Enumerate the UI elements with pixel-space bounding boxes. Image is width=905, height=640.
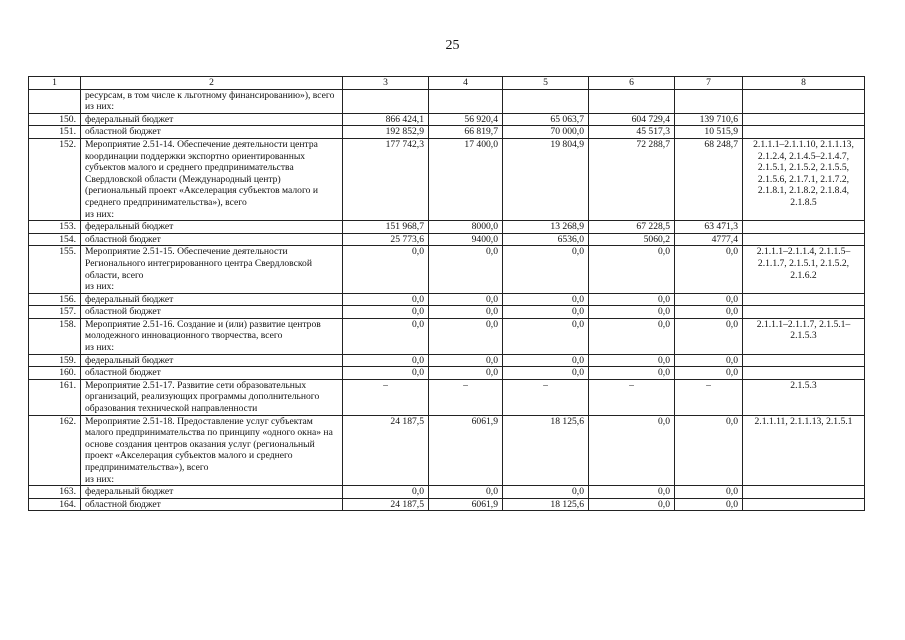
row-number-cell: 151. xyxy=(29,126,81,139)
value-col5-cell: 18 125,6 xyxy=(503,415,589,486)
value-col4-cell: 66 819,7 xyxy=(429,126,503,139)
value-col3-cell: 24 187,5 xyxy=(343,498,429,511)
target-codes-cell xyxy=(743,354,865,367)
value-col3-cell: 151 968,7 xyxy=(343,221,429,234)
value-col5-cell: 0,0 xyxy=(503,246,589,293)
value-col3-cell: 0,0 xyxy=(343,318,429,354)
value-col4-cell: 0,0 xyxy=(429,246,503,293)
value-col4-cell xyxy=(429,89,503,113)
column-header: 6 xyxy=(589,77,675,90)
page-number: 25 xyxy=(445,38,460,53)
column-header: 1 xyxy=(29,77,81,90)
target-codes-cell xyxy=(743,498,865,511)
row-number-cell: 154. xyxy=(29,233,81,246)
value-col4-cell: 0,0 xyxy=(429,486,503,499)
value-col6-cell: 0,0 xyxy=(589,486,675,499)
value-col4-cell: 0,0 xyxy=(429,306,503,319)
value-col6-cell: 0,0 xyxy=(589,246,675,293)
value-col3-cell xyxy=(343,89,429,113)
value-col6-cell: 5060,2 xyxy=(589,233,675,246)
value-col7-cell: 0,0 xyxy=(675,498,743,511)
row-number-cell: 150. xyxy=(29,113,81,126)
value-col7-cell: 63 471,3 xyxy=(675,221,743,234)
value-col3-cell: 192 852,9 xyxy=(343,126,429,139)
value-col7-cell: 10 515,9 xyxy=(675,126,743,139)
value-col5-cell: 0,0 xyxy=(503,367,589,380)
value-col5-cell: 6536,0 xyxy=(503,233,589,246)
table-row xyxy=(29,354,865,367)
value-col3-cell: 25 773,6 xyxy=(343,233,429,246)
budget-table xyxy=(28,76,865,511)
target-codes-cell: 2.1.1.1–2.1.1.4, 2.1.1.5–2.1.1.7, 2.1.5.1, 2.1.5.2, 2.1.6.2 xyxy=(743,246,865,293)
value-col7-cell: 0,0 xyxy=(675,354,743,367)
item-name-cell: областной бюджет xyxy=(81,233,343,246)
value-col3-cell: 0,0 xyxy=(343,486,429,499)
value-col6-cell: 72 288,7 xyxy=(589,138,675,220)
value-col6-cell: 0,0 xyxy=(589,318,675,354)
value-col7-cell: 0,0 xyxy=(675,293,743,306)
item-name-cell: ресурсам, в том числе к льготному финансированию»), всего из них: xyxy=(81,89,343,113)
column-header: 4 xyxy=(429,77,503,90)
column-header: 2 xyxy=(81,77,343,90)
value-col5-cell: 13 268,9 xyxy=(503,221,589,234)
table-row xyxy=(29,126,865,139)
item-name-cell: Мероприятие 2.51-16. Создание и (или) развитие центров молодежного инновационного творчества, всего из них: xyxy=(81,318,343,354)
target-codes-cell xyxy=(743,113,865,126)
value-col3-cell: 866 424,1 xyxy=(343,113,429,126)
table-row xyxy=(29,318,865,354)
value-col7-cell: 0,0 xyxy=(675,415,743,486)
value-col7-cell: 0,0 xyxy=(675,318,743,354)
item-name-cell: федеральный бюджет xyxy=(81,293,343,306)
value-col6-cell: 0,0 xyxy=(589,415,675,486)
item-name-cell: областной бюджет xyxy=(81,306,343,319)
row-number-cell: 160. xyxy=(29,367,81,380)
value-col5-cell: 19 804,9 xyxy=(503,138,589,220)
value-col5-cell: 18 125,6 xyxy=(503,498,589,511)
value-col5-cell: 0,0 xyxy=(503,318,589,354)
target-codes-cell xyxy=(743,233,865,246)
value-col6-cell: 0,0 xyxy=(589,354,675,367)
value-col3-cell: 24 187,5 xyxy=(343,415,429,486)
value-col6-cell: 0,0 xyxy=(589,498,675,511)
value-col7-cell: 0,0 xyxy=(675,246,743,293)
table-row xyxy=(29,379,865,415)
value-col4-cell: 17 400,0 xyxy=(429,138,503,220)
row-number-cell: 156. xyxy=(29,293,81,306)
table-row xyxy=(29,293,865,306)
column-number-row xyxy=(29,77,865,90)
target-codes-cell xyxy=(743,367,865,380)
value-col4-cell: 0,0 xyxy=(429,293,503,306)
value-col5-cell: 0,0 xyxy=(503,486,589,499)
row-number-cell: 157. xyxy=(29,306,81,319)
item-name-cell: федеральный бюджет xyxy=(81,221,343,234)
value-col6-cell: 0,0 xyxy=(589,293,675,306)
item-name-cell: Мероприятие 2.51-14. Обеспечение деятельности центра координации поддержки экспортно ориентированных субъектов малого и среднего предпринимательства Свердловской области (Международный центр) (региональный проект «Акселерация субъектов малого и среднего предпринимательства»), всего из них: xyxy=(81,138,343,220)
target-codes-cell xyxy=(743,486,865,499)
table-row xyxy=(29,486,865,499)
value-col6-cell: 45 517,3 xyxy=(589,126,675,139)
value-col6-cell: 67 228,5 xyxy=(589,221,675,234)
target-codes-cell xyxy=(743,293,865,306)
item-name-cell: областной бюджет xyxy=(81,498,343,511)
table-row xyxy=(29,233,865,246)
value-col5-cell: 70 000,0 xyxy=(503,126,589,139)
table-row xyxy=(29,367,865,380)
value-col7-cell: 0,0 xyxy=(675,367,743,380)
row-number-cell: 164. xyxy=(29,498,81,511)
table-row xyxy=(29,221,865,234)
value-col4-cell: 6061,9 xyxy=(429,415,503,486)
value-col3-cell: 0,0 xyxy=(343,246,429,293)
target-codes-cell: 2.1.1.1–2.1.1.10, 2.1.1.13, 2.1.2.4, 2.1.4.5–2.1.4.7, 2.1.5.1, 2.1.5.2, 2.1.5.5, 2.1.5.6, 2.1.7.1, 2.1.7.2, 2.1.8.1, 2.1.8.2, 2.1.8.4, 2.1.8.5 xyxy=(743,138,865,220)
value-col3-cell: 0,0 xyxy=(343,293,429,306)
value-col3-cell: 177 742,3 xyxy=(343,138,429,220)
value-col4-cell: 8000,0 xyxy=(429,221,503,234)
row-number-cell: 153. xyxy=(29,221,81,234)
value-col7-cell: 68 248,7 xyxy=(675,138,743,220)
table-row xyxy=(29,89,865,113)
row-number-cell: 162. xyxy=(29,415,81,486)
target-codes-cell: 2.1.1.11, 2.1.1.13, 2.1.5.1 xyxy=(743,415,865,486)
value-col5-cell: 0,0 xyxy=(503,293,589,306)
table-row xyxy=(29,246,865,293)
row-number-cell: 158. xyxy=(29,318,81,354)
target-codes-cell xyxy=(743,221,865,234)
row-number-cell xyxy=(29,89,81,113)
value-col6-cell: – xyxy=(589,379,675,415)
value-col3-cell: 0,0 xyxy=(343,306,429,319)
target-codes-cell xyxy=(743,306,865,319)
value-col5-cell: 0,0 xyxy=(503,306,589,319)
value-col7-cell: – xyxy=(675,379,743,415)
value-col4-cell: 6061,9 xyxy=(429,498,503,511)
table-row xyxy=(29,498,865,511)
value-col4-cell: 56 920,4 xyxy=(429,113,503,126)
value-col6-cell: 0,0 xyxy=(589,306,675,319)
row-number-cell: 163. xyxy=(29,486,81,499)
target-codes-cell xyxy=(743,89,865,113)
item-name-cell: Мероприятие 2.51-15. Обеспечение деятельности Регионального интегрированного центра Свердловской области, всего из них: xyxy=(81,246,343,293)
value-col5-cell: 65 063,7 xyxy=(503,113,589,126)
table-row xyxy=(29,138,865,220)
column-header: 7 xyxy=(675,77,743,90)
table-row xyxy=(29,306,865,319)
value-col6-cell xyxy=(589,89,675,113)
value-col6-cell: 604 729,4 xyxy=(589,113,675,126)
value-col5-cell: 0,0 xyxy=(503,354,589,367)
row-number-cell: 152. xyxy=(29,138,81,220)
value-col4-cell: 0,0 xyxy=(429,318,503,354)
table-row xyxy=(29,415,865,486)
value-col7-cell: 139 710,6 xyxy=(675,113,743,126)
item-name-cell: Мероприятие 2.51-18. Предоставление услуг субъектам малого предпринимательства по принципу «одного окна» на основе создания центров оказания услуг (региональный проект «Акселерация субъектов малого и среднего предпринимательства»), всего из них: xyxy=(81,415,343,486)
column-header: 8 xyxy=(743,77,865,90)
value-col4-cell: 0,0 xyxy=(429,354,503,367)
item-name-cell: областной бюджет xyxy=(81,126,343,139)
value-col4-cell: 9400,0 xyxy=(429,233,503,246)
value-col3-cell: 0,0 xyxy=(343,367,429,380)
value-col6-cell: 0,0 xyxy=(589,367,675,380)
row-number-cell: 159. xyxy=(29,354,81,367)
column-header: 5 xyxy=(503,77,589,90)
table-row xyxy=(29,113,865,126)
item-name-cell: Мероприятие 2.51-17. Развитие сети образовательных организаций, реализующих программы дополнительного образования технической направленности xyxy=(81,379,343,415)
column-header: 3 xyxy=(343,77,429,90)
item-name-cell: областной бюджет xyxy=(81,367,343,380)
target-codes-cell xyxy=(743,126,865,139)
value-col3-cell: – xyxy=(343,379,429,415)
item-name-cell: федеральный бюджет xyxy=(81,113,343,126)
item-name-cell: федеральный бюджет xyxy=(81,354,343,367)
target-codes-cell: 2.1.5.3 xyxy=(743,379,865,415)
row-number-cell: 161. xyxy=(29,379,81,415)
item-name-cell: федеральный бюджет xyxy=(81,486,343,499)
value-col3-cell: 0,0 xyxy=(343,354,429,367)
value-col4-cell: – xyxy=(429,379,503,415)
target-codes-cell: 2.1.1.1–2.1.1.7, 2.1.5.1–2.1.5.3 xyxy=(743,318,865,354)
value-col7-cell: 4777,4 xyxy=(675,233,743,246)
row-number-cell: 155. xyxy=(29,246,81,293)
value-col5-cell xyxy=(503,89,589,113)
value-col5-cell: – xyxy=(503,379,589,415)
value-col7-cell xyxy=(675,89,743,113)
value-col4-cell: 0,0 xyxy=(429,367,503,380)
value-col7-cell: 0,0 xyxy=(675,306,743,319)
value-col7-cell: 0,0 xyxy=(675,486,743,499)
